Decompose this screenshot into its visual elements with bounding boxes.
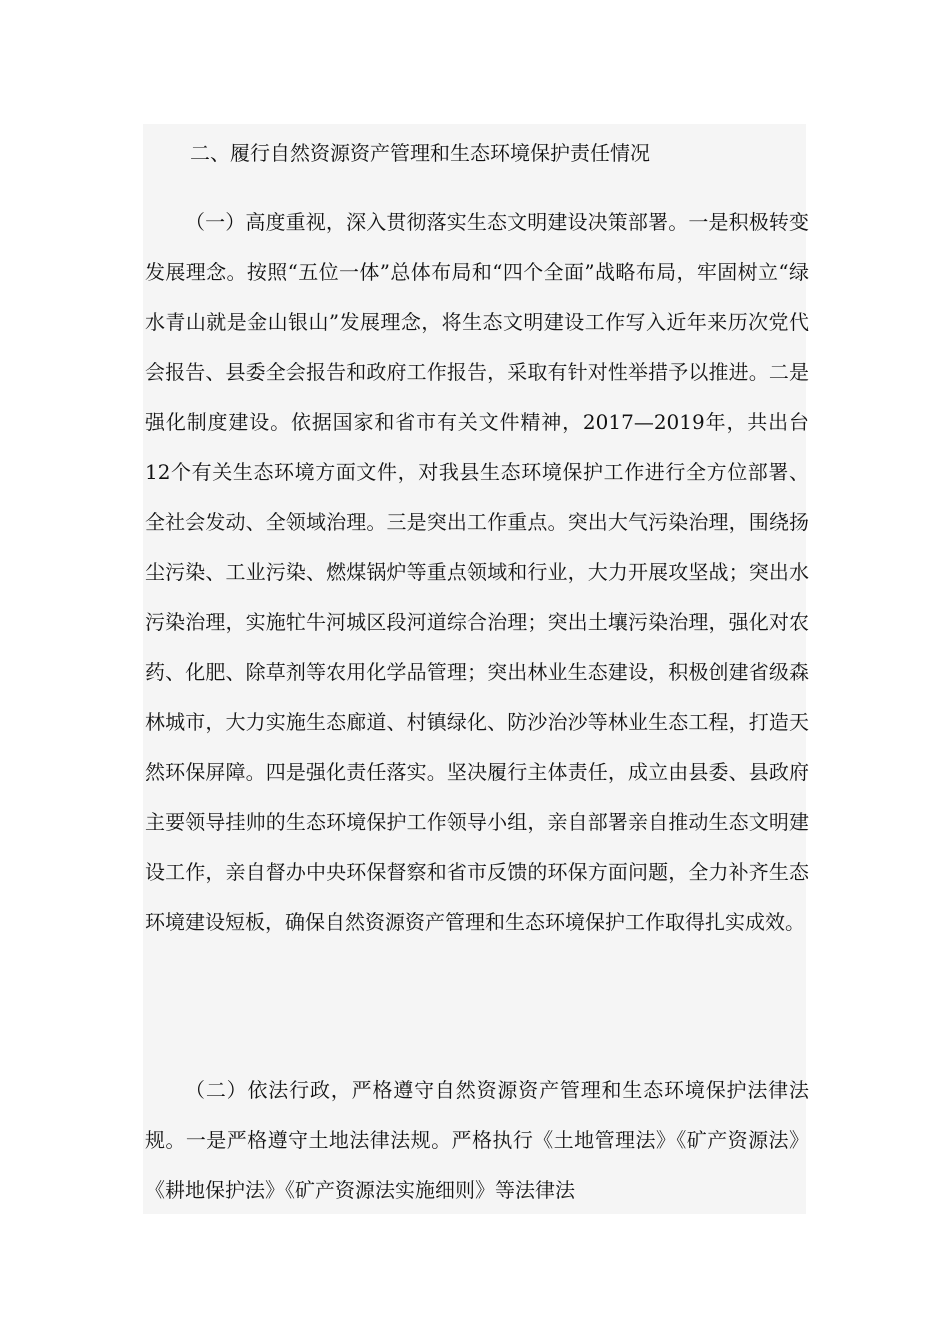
- section-heading: 二、履行自然资源资产管理和生态环境保护责任情况: [190, 141, 650, 165]
- paragraph-2: （二）依法行政，严格遵守自然资源资产管理和生态环境保护法律法规。一是严格遵守土地法律法规。严格执行《土地管理法》《矿产资源法》《耕地保护法》《矿产资源法实施细则》等法律法: [145, 1078, 809, 1202]
- paragraph-1: （一）高度重视，深入贯彻落实生态文明建设决策部署。一是积极转变发展理念。按照“五位一体”总体布局和“四个全面”战略布局，牢固树立“绿水青山就是金山银山”发展理念，将生态文明建设工作写入近年来历次党代会报告、县委全会报告和政府工作报告，采取有针对性举措予以推进。二是强化制度建设。依据国家和省市有关文件精神，2017—2019年，共出台12个有关生态环境方面文件，对我县生态环境保护工作进行全方位部署、全社会发动、全领域治理。三是突出工作重点。突出大气污染治理，围绕扬尘污染、工业污染、燃煤锅炉等重点领域和行业，大力开展攻坚战；突出水污染治理，实施牤牛河城区段河道综合治理；突出土壤污染治理，强化对农药、化肥、除草剂等农用化学品管理；突出林业生态建设，积极创建省级森林城市，大力实施生态廊道、村镇绿化、防沙治沙等林业生态工程，打造天然环保屏障。四是强化责任落实。坚决履行主体责任，成立由县委、县政府主要领导挂帅的生态环境保护工作领导小组，亲自部署亲自推动生态文明建设工作，亲自督办中央环保督察和省市反馈的环保方面问题，全力补齐生态环境建设短板，确保自然资源资产管理和生态环境保护工作取得扎实成效。: [145, 210, 809, 934]
